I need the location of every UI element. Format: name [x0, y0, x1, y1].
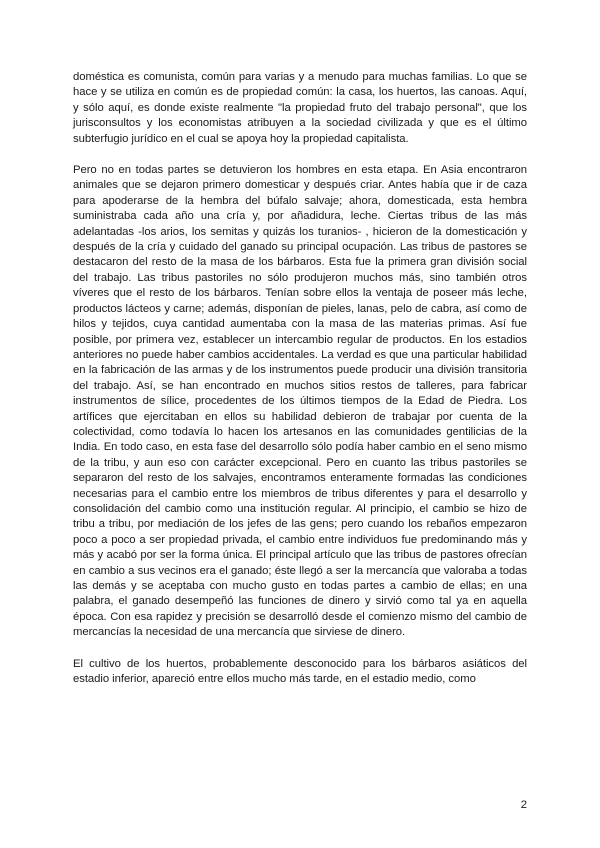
page-number: 2 — [520, 799, 527, 811]
document-page — [73, 70, 527, 703]
paragraph-2: Pero no en todas partes se detuvieron los hombres en esta etapa. En Asia encontraron animales que se dejaron primero domesticar y después criar. Antes había que ir de caza para apoderarse de la hembra del búfalo salvaje; ahora, domesticada, esta hembra suministraba cada año una cría y, por añadidura, leche. Ciertas tribus de las más adelantadas -los arios, los semitas y quizás los turanios- , hicieron de la domesticación y después de la cría y cuidado del ganado su principal ocupación. Las tribus de pastores se destacaron del resto de la masa de los bárbaros. Esta fue la primera gran división social del trabajo. Las tribus pastoriles no sólo produjeron muchos más, sino también otros víveres que el resto de los bárbaros. Tenían sobre ellos la ventaja de poseer más leche, productos lácteos y carne; además, disponían de pieles, lanas, pelo de cabra, así como de hilos y tejidos, cuya cantidad aumentaba con la masa de las materias primas. Así fue posible, por primera vez, establecer un intercambio regular de productos. En los estadios anteriores no puede haber cambios accidentales. La verdad es que una particular habilidad en la fabricación de las armas y de los instrumentos puede producir una división transitoria del trabajo. Así, se han encontrado en muchos sitios restos de talleres, para fabricar instrumentos de sílice, procedentes de los últimos tiempos de la Edad de Piedra. Los artífices que ejercitaban en ellos su habilidad debieron de trabajar por cuenta de la colectividad, como todavía lo hacen los artesanos en las comunidades gentilicias de la India. En todo caso, en esta fase del desarrollo sólo podía haber cambio en el seno mismo de la tribu, y aun eso con carácter excepcional. Pero en cuanto las tribus pastoriles se separaron del resto de los salvajes, encontramos enteramente formadas las condiciones necesarias para el cambio entre los miembros de tribus diferentes y para el desarrollo y consolidación del cambio como una institución regular. Al principio, el cambio se hizo de tribu a tribu, por mediación de los jefes de las gens; pero cuando los rebaños empezaron poco a poco a ser propiedad privada, el cambio entre individuos fue predominando más y más y acabó por ser la forma única. El principal artículo que las tribus de pastores ofrecían en cambio a sus vecinos era el ganado; éste llegó a ser la mercancía que valoraba a todas las demás y se aceptaba con mucho gusto en todas partes a cambio de ellas; en una palabra, el ganado desempeñó las funciones de dinero y sirvió como tal ya en aquella época. Con esa rapidez y precisión se desarrolló desde el comienzo mismo del cambio de mercancías la necesidad de una mercancía que sirviese de dinero. — [73, 164, 527, 639]
paragraph-3: El cultivo de los huertos, probablemente desconocido para los bárbaros asiáticos del estadio inferior, apareció entre ellos mucho más tarde, en el estadio medio, como — [73, 657, 527, 686]
paragraph-1: doméstica es comunista, común para varias y a menudo para muchas familias. Lo que se hace y se utiliza en común es de propiedad común: la casa, los huertos, las canoas. Aquí, y sólo aquí, es donde existe realmente "la propiedad fruto del trabajo personal", que los jurisconsultos y los economistas atribuyen a la sociedad civilizada y que es el último subterfugio jurídico en el cual se apoya hoy la propiedad capitalista. — [73, 71, 527, 145]
